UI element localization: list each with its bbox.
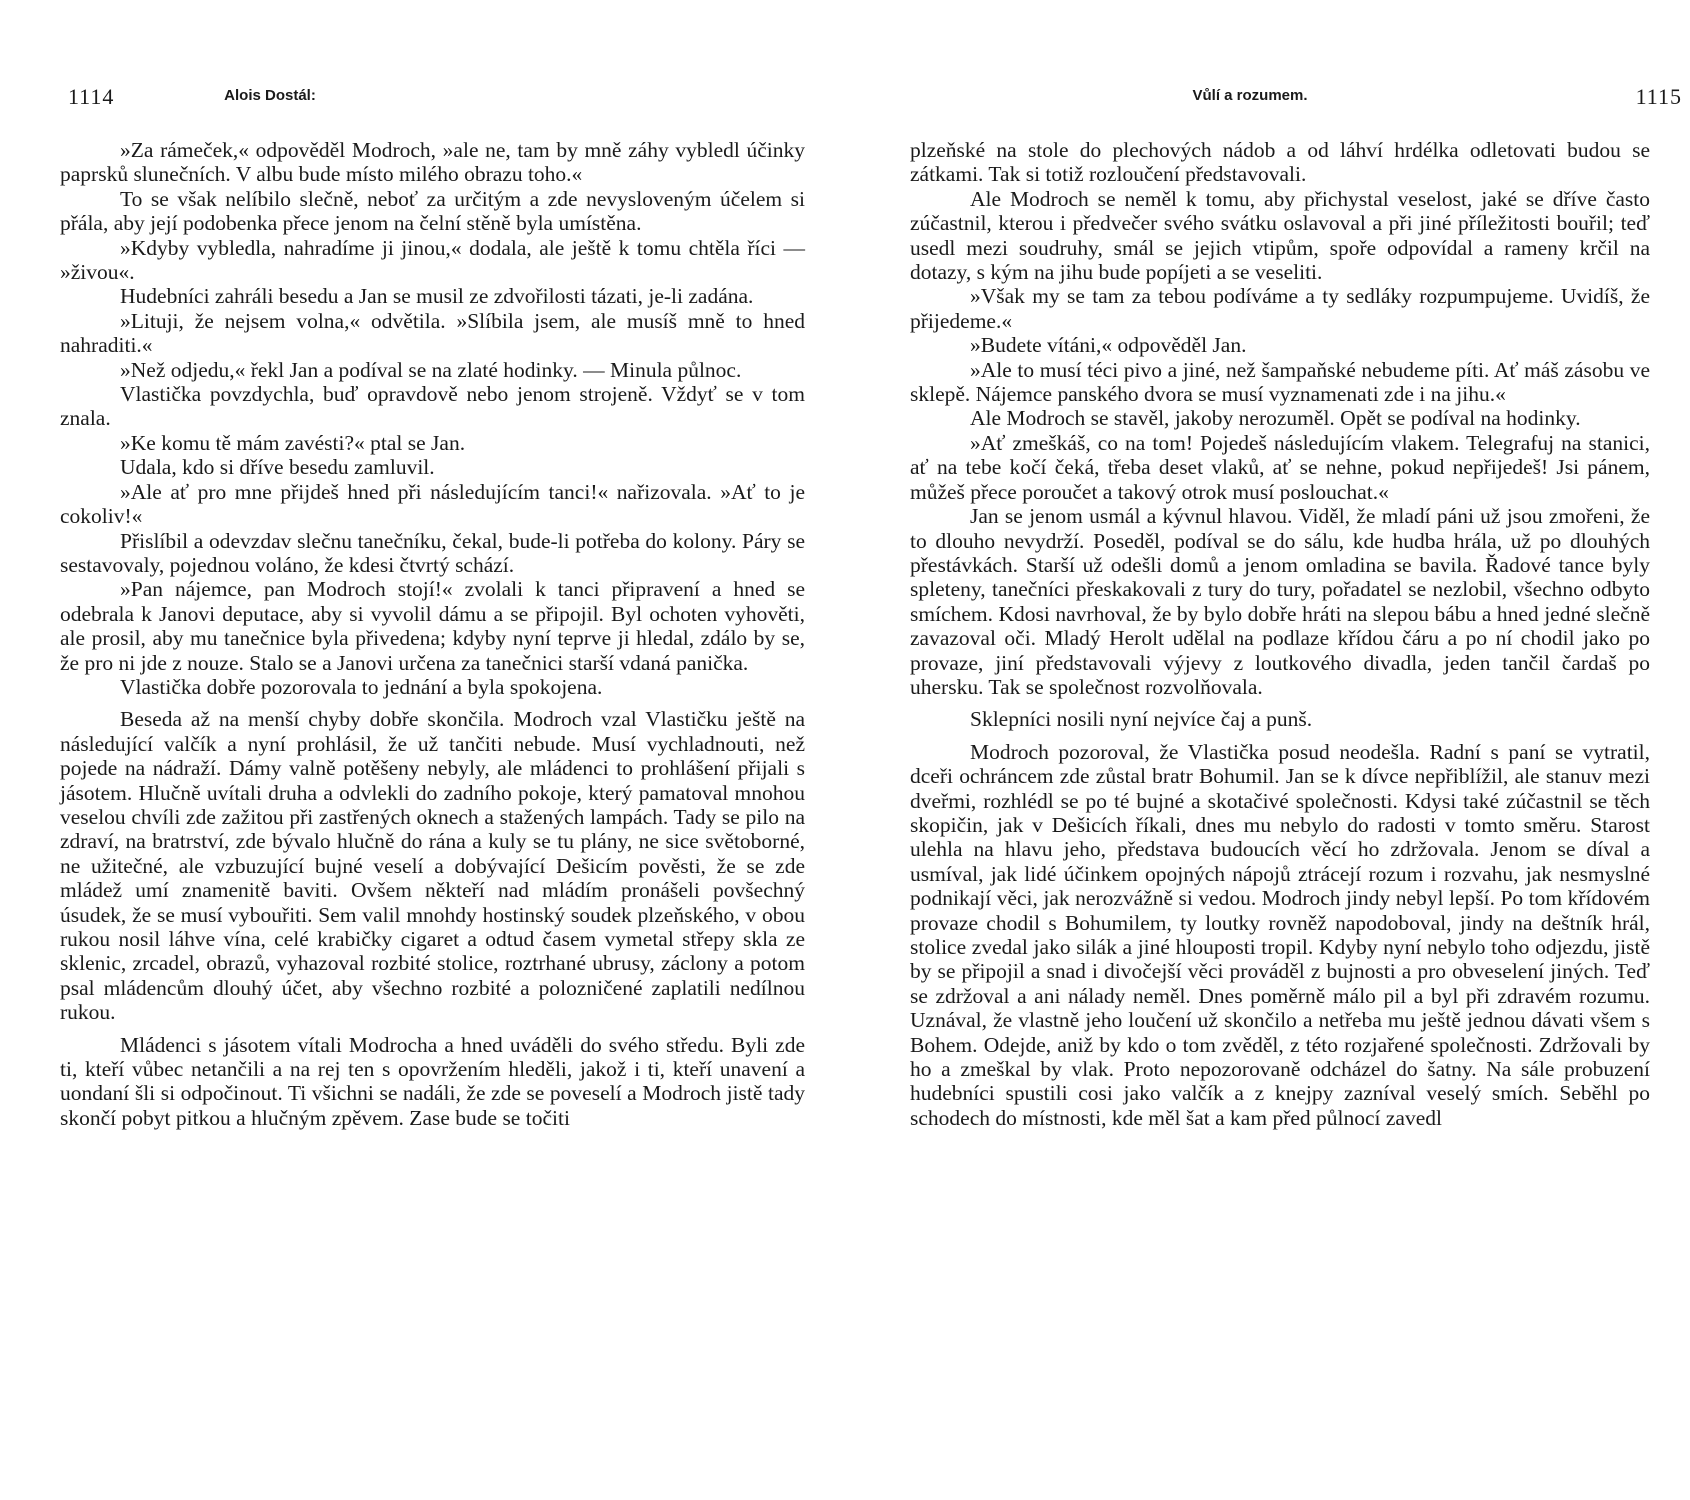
paragraph: »Než odjedu,« řekl Jan a podíval se na zlaté hodinky. — Minula půlnoc.: [120, 357, 742, 382]
paragraph: Jan se jenom usmál a kývnul hlavou. Viděl, že mladí páni už jsou zmořeni, že to dlouho nevydrží. Poseděl, podíval se do sálu, kde hudba hrála, už po dlouhých přestávkách. Starší už odešli domů a jenom omladina se bavila. Řadové tance byly spleteny, tanečníci přeskakovali z tury do tury, pořadatel se nezlobil, všechno odbyto smíchem. Kdosi navrhoval, že by bylo dobře hráti na slepou bábu a hned jedné slečně zavazoval oči. Mladý Herolt udělal na podlaze křídou čáru a po ní chodil jako po provaze, jiní představovali výjevy z loutkového divadla, jeden tančil čardaš po uhersku. Tak se společnost rozvolňovala.: [910, 504, 1650, 699]
left-page-header: [60, 84, 820, 114]
paragraph: »Budete vítáni,« odpověděl Jan.: [970, 333, 1247, 358]
paragraph: Ale Modroch se stavěl, jakoby nerozuměl. Opět se podíval na hodinky.: [970, 406, 1581, 431]
paragraph: »Za rámeček,« odpověděl Modroch, »ale ne, tam by mně záhy vybledl účinky paprsků slunečních. V albu bude místo milého obrazu toho.«: [60, 138, 805, 187]
paragraph: »Ale ať pro mne přijdeš hned při následujícím tanci!« nařizovala. »Ať to je cokoliv!«: [60, 479, 805, 529]
left-page-body: [60, 138, 805, 1130]
running-head-title: Vůlí a rozumem.: [1192, 87, 1308, 104]
paragraph: Vlastička povzdychla, buď opravdově nebo jenom strojeně. Vždyť se v tom znala.: [60, 382, 805, 431]
paragraph: Sklepníci nosili nyní nejvíce čaj a punš.: [970, 707, 1313, 732]
right-page-header: [910, 84, 1682, 114]
paragraph: Ale Modroch se neměl k tomu, aby přichystal veselost, jaké se dříve často zúčastnil, kterou i předvečer svého svátku oslavoval a při jiné příležitosti bouřil; teď usedl mezi soudruhy, smál se jejich vtipům, spoře odpovídal a rameny krčil na dotazy, s kým na jihu bude popíjeti a se veseliti.: [910, 186, 1650, 285]
paragraph: Udala, kdo si dříve besedu zamluvil.: [120, 455, 435, 480]
paragraph: Přislíbil a odevzdav slečnu tanečníku, čekal, bude-li potřeba do kolony. Páry se sestavovaly, pojednou voláno, že kdesi čtvrtý schází.: [60, 528, 805, 577]
paragraph: »Ke komu tě mám zavésti?« ptal se Jan.: [120, 430, 466, 455]
paragraph: »Lituji, že nejsem volna,« odvětila. »Slíbila jsem, ale musíš mně to hned nahraditi.«: [60, 308, 805, 358]
paragraph: »Ale to musí téci pivo a jiné, než šampaňské nebudeme píti. Ať máš zásobu ve sklepě. Nájemce panského dvora se musí vyznamenati zde i na jihu.«: [910, 357, 1650, 407]
paragraph: Mládenci s jásotem vítali Modrocha a hned uváděli do svého středu. Byli zde ti, kteří vůbec netančili a na rej ten s opovržením hleděli, jakož i ti, kteří unavení a uondaní šli si odpočinout. Ti všichni se nadáli, že zde se poveselí a Modroch jistě tady skončí pobyt pitkou a hlučným zpěvem. Zase bude se točiti: [60, 1032, 805, 1130]
page-number: 1114: [68, 84, 115, 109]
paragraph: To se však nelíbilo slečně, neboť za určitým a zde nevysloveným účelem si přála, aby její podobenka přece jenom na čelní stěně byla umístěna.: [60, 186, 805, 236]
paragraph: »Však my se tam za tebou podíváme a ty sedláky rozpumpujeme. Uvidíš, že přijedeme.«: [910, 284, 1650, 333]
paragraph: Modroch pozoroval, že Vlastička posud neodešla. Radní s paní se vytratil, dceři ochráncem zde zůstal bratr Bohumil. Jan se k dívce nepřiblížil, ale stanuv mezi dveřmi, rozhlédl se po té bujné a skotačivé společnosti. Kdysi také zúčastnil se těch skopičin, jak v Dešicích říkali, dnes mu nebylo do radosti v tomto směru. Starost ulehla na hlavu jeho, představa budoucích věcí ho zdržovala. Jenom se díval a usmíval, jak lidé účinkem opojných nápojů ztrácejí rozum i rozvahu, jak nesmyslné podnikají věci, jak nerozvážně si vedou. Modroch jindy nebyl lepší. Po tom křídovém provaze chodil s Bohumilem, ty loutky rovněž napodoboval, jindy na deštník hrál, stolice zvedal jako silák a jiné hlouposti tropil. Kdyby nyní nebylo toho odjezdu, jistě by se připojil a snad i divočejší věci prováděl z bujnosti a pro obveselení jiných. Teď se zdržoval a ani nálady neměl. Dnes poměrně málo pil a byl při zdravém rozumu. Uznával, že vlastně jeho loučení už skončilo a netřeba mu ještě jednou dávati všem s Bohem. Odejde, aniž by kdo o tom zvěděl, z této rozjařené společnosti. Zdržovali by ho a zmeškal by vlak. Proto nepozorovaně odcházel do šatny. Na sále probuzení hudebníci spustili cosi jako valčík a z knejpy zazníval veselý smích. Seběhl po schodech do místnosti, kde měl šat a kam před půlnocí zavedl: [910, 739, 1650, 1130]
running-head-author: Alois Dostál:: [224, 87, 316, 104]
paragraph: plzeňské na stole do plechových nádob a od láhví hrdélka odletovati budou se zátkami. Tak si totiž rozloučení představovali.: [910, 138, 1650, 187]
page-number: 1115: [1635, 84, 1682, 109]
right-page-body: [910, 138, 1650, 1130]
paragraph: »Kdyby vybledla, nahradíme ji jinou,« dodala, ale ještě k tomu chtěla říci — »živou«.: [60, 235, 805, 285]
paragraph: Beseda až na menší chyby dobře skončila. Modroch vzal Vlastičku ještě na následující valčík a nyní prohlásil, že už tančiti nebude. Musí vychladnouti, než pojede na nádraží. Dámy valně potěšeny nebyly, ale mládenci to prohlášení přijali s jásotem. Hlučně uvítali druha a odvlekli do zadního pokoje, který pamatoval mnohou veselou chvíli zde zažitou při zastřených oknech a stažených lampách. Tady se pilo na zdraví, na bratrství, zde bývalo hlučně do rána a kuly se tu plány, ne sice světoborné, ne užitečné, ale vzbuzující bujné veselí a dobývající Dešicím pověsti, že se zde mládež umí znamenitě baviti. Ovšem někteří nad mládím pronášeli povšechný úsudek, že se musí vybouřiti. Sem valil mnohdy hostinský soudek plzeňského, v obou rukou nosil láhve vína, celé krabičky cigaret a odtud časem vymetal střepy skla ze sklenic, zrcadel, obrazů, vyhazoval rozbité stolice, roztrhané ubrusy, záclony a potom psal mládencům dlouhý účet, aby všechno rozbité a polozničené zaplatili nedílnou rukou.: [60, 707, 805, 1025]
paragraph: Vlastička dobře pozorovala to jednání a byla spokojena.: [120, 674, 603, 699]
paragraph: »Ať zmeškáš, co na tom! Pojedeš následujícím vlakem. Telegrafuj na stanici, ať na tebe kočí čeká, třeba deset vlaků, ať se nehne, pokud nepřijedeš! Jsi pánem, můžeš přece poroučet a takový otrok musí poslouchat.«: [910, 430, 1650, 504]
paragraph: »Pan nájemce, pan Modroch stojí!« zvolali k tanci připravení a hned se odebrala k Janovi deputace, aby si vyvolil dámu a se připojil. Byl ochoten vyhověti, ale prosil, aby mu tanečnice byla přivedena; kdyby nyní teprve ji hledal, zdálo by se, že pro ni jde z nouze. Stalo se a Janovi určena za tanečnici starší vdaná panička.: [60, 577, 805, 675]
paragraph: Hudebníci zahráli besedu a Jan se musil ze zdvořilosti tázati, je-li zadána.: [120, 284, 754, 309]
